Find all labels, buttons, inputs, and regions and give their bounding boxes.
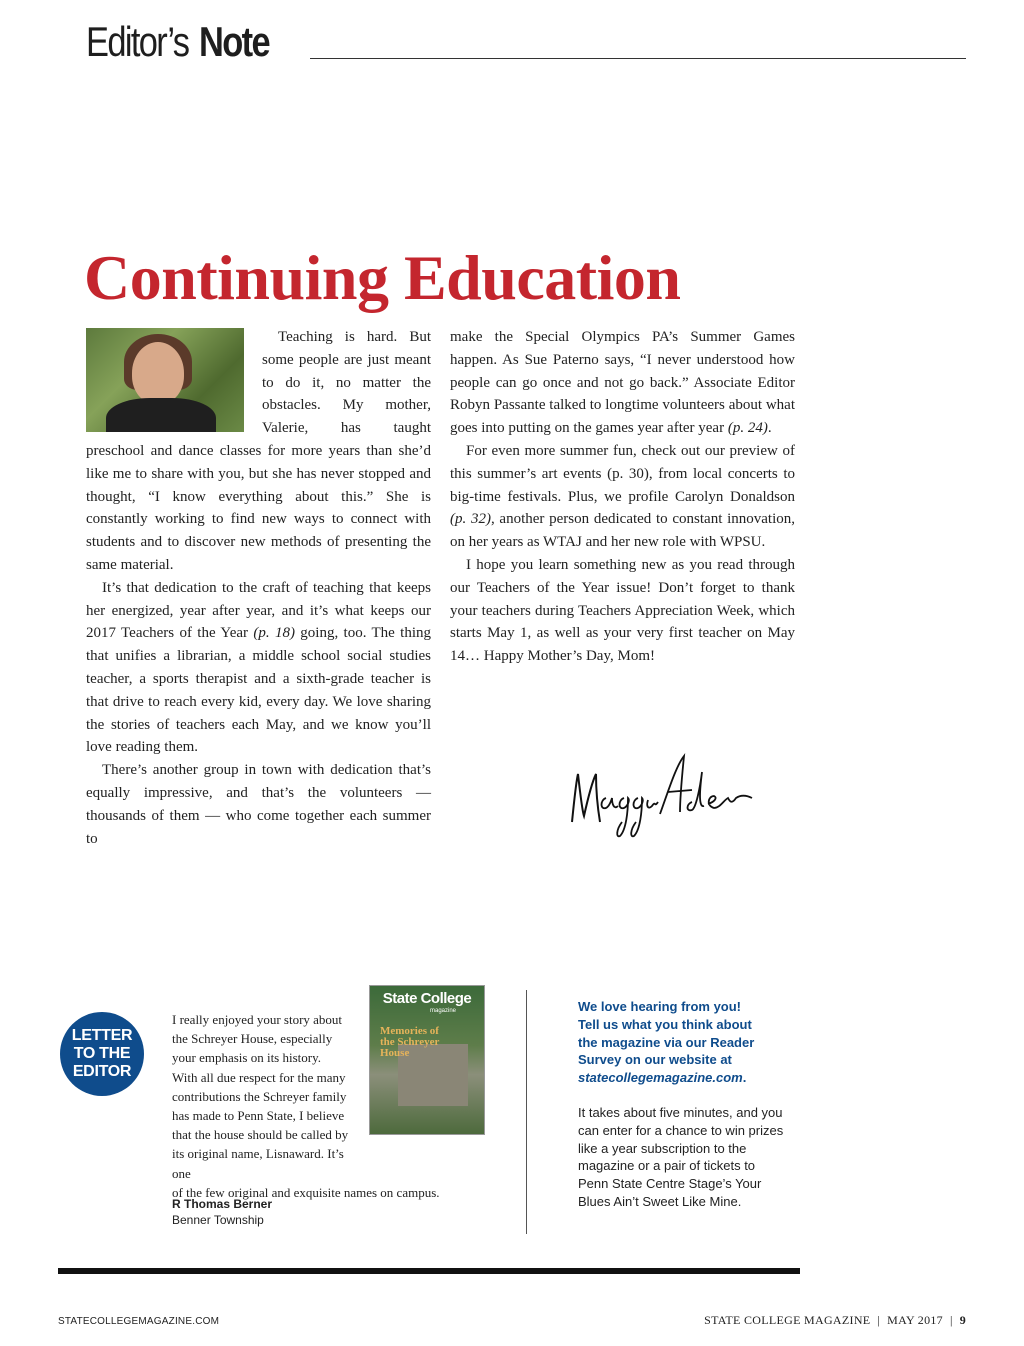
column-divider: [526, 990, 527, 1234]
letter-line: its original name, Lisnaward. It’s one: [172, 1146, 344, 1181]
footer-divider: |: [877, 1313, 881, 1327]
header-rule: [310, 58, 966, 59]
section-title-light: Editor’s: [86, 18, 189, 65]
cover-masthead: State College: [382, 990, 472, 1007]
footer-folio: [704, 1313, 966, 1328]
footer-divider: |: [949, 1313, 953, 1327]
section-title-bold: Note: [198, 18, 269, 65]
editor-portrait-icon: [86, 328, 244, 432]
page-ref-18: (p. 18): [253, 625, 295, 642]
survey-body: It takes about five minutes, and you can enter for a chance to win prizes like a year subscription to the magazine or a pair of tickets to Penn State Centre Stage’s Your Blues Ain’t Sweet Like Mine.: [578, 1104, 784, 1209]
letter-badge: LETTER TO THE EDITOR: [60, 1012, 144, 1096]
magazine-cover-icon: [370, 986, 484, 1134]
footer-rule: [58, 1268, 800, 1274]
survey-link[interactable]: statecollegemagazine.com: [578, 1070, 743, 1086]
signature-icon: [568, 752, 754, 842]
footer-magazine: STATE COLLEGE MAGAZINE: [704, 1313, 871, 1327]
page-ref-24: (p. 24): [727, 420, 768, 437]
letter-location: Benner Township: [172, 1213, 264, 1227]
article-headline: Continuing Education: [84, 242, 681, 313]
letter-line: has made to Penn State, I believe: [172, 1108, 345, 1124]
paragraph-5: For even more summer fun, check out our preview of this summer’s art events (p. 30), from local concerts to big-time festivals. Plus, we profile Carolyn Donaldson (p. 32), another person dedicated to constant innovation, on her years as WTAJ and her new role with WPSU.: [450, 442, 796, 551]
page-number: 9: [959, 1313, 966, 1327]
cover-subtitle: magazine: [430, 1008, 457, 1014]
letter-line: the Schreyer House, especially: [172, 1031, 333, 1047]
survey-line: We love hearing from you!: [578, 999, 742, 1014]
letter-line: that the house should be called by: [172, 1127, 349, 1143]
paragraph-1: Teaching is hard. But some people are just meant to do it, no matter the obstacles. My mother, Valerie, has taught preschool and dance classes for more years than she’d like me to share with you, but she has never stopped and thought, “I know everything about this.” She is constantly working to find new ways to connect with students and to discover new methods of presenting the same material.: [86, 329, 431, 573]
survey-line: Tell us what you think about: [578, 1016, 752, 1032]
survey-line: the magazine via our Reader: [578, 1034, 755, 1050]
letter-line: your emphasis on its history.: [172, 1050, 322, 1066]
paragraph-6: I hope you learn something new as you read through our Teachers of the Year issue! Don’t forget to thank your teachers during Teachers Appreciation Week, which starts May 1, as well as your very first teacher on May 14… Happy Mother’s Day, Mom!: [450, 556, 795, 665]
letter-line: contributions the Schreyer family: [172, 1088, 347, 1104]
cover-tagline: Memories of the Schreyer House: [380, 1025, 440, 1059]
letter-author: R Thomas Berner: [172, 1197, 273, 1211]
paragraph-3: There’s another group in town with dedication that’s equally impressive, and that’s the volunteers — thousands of them — who come together each summer to: [86, 762, 431, 847]
paragraph-2: It’s that dedication to the craft of teaching that keeps her energized, year after year, and it’s what keeps our 2017 Teachers of the Year (p. 18) going, too. The thing that unifies a librarian, a middle school social studies teacher, a sports therapist and a sixth-grade teacher is that drive to reach every kid, every day. We love sharing the stories of teachers each May, and we know you’ll love reading them.: [86, 579, 431, 756]
letter-signoff: [172, 1196, 272, 1228]
footer-website[interactable]: STATECOLLEGEMAGAZINE.COM: [58, 1316, 220, 1327]
page-ref-32: (p. 32): [450, 511, 491, 528]
article-column-right: [450, 326, 795, 668]
letter-line-last: of the few original and exquisite names on campus.: [172, 1184, 440, 1200]
letter-line: With all due respect for the many: [172, 1069, 346, 1085]
section-title: [86, 16, 284, 68]
paragraph-4: make the Special Olympics PA’s Summer Games happen. As Sue Paterno says, “I never understood how people can go once and not go back.” Associate Editor Robyn Passante talked to longtime volunteers about what goes into putting on the games year after year (p. 24).: [450, 329, 795, 437]
survey-line: Survey on our website at: [578, 1052, 732, 1068]
letter-line: I really enjoyed your story about: [172, 1012, 343, 1027]
article-column-left: [86, 326, 431, 850]
footer-issue: MAY 2017: [887, 1313, 943, 1327]
reader-survey: We love hearing from you! Tell us what you think about the magazine via our Reader Survey on our website at statecollegemagazine.com. It takes about five minutes, and you can enter for a chance to win prizes like a year subscription to the magazine or a pair of tickets to Penn State Centre Stage’s Your Blues Ain’t Sweet Like Mine.: [578, 998, 788, 1211]
